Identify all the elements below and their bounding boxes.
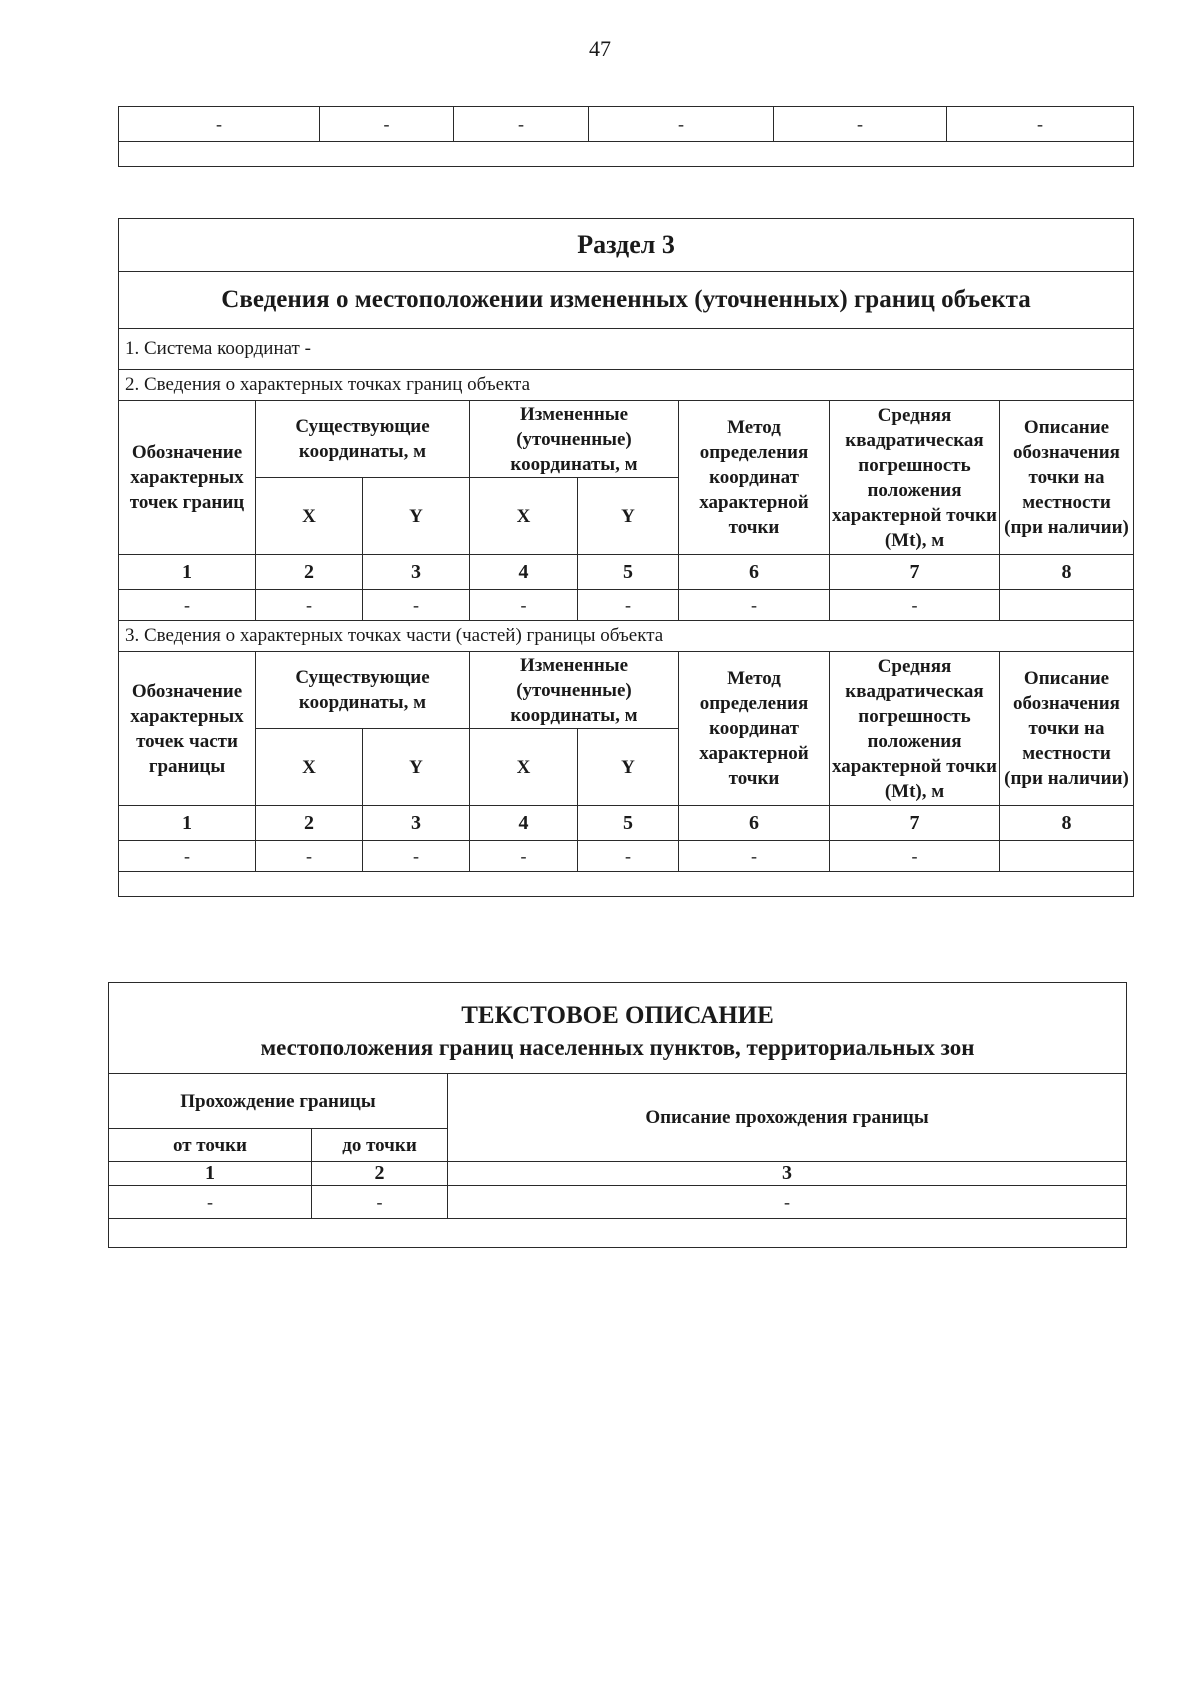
- table-cell: -: [454, 107, 589, 142]
- top-continuation-table: [118, 106, 1134, 167]
- col-x: X: [470, 478, 578, 555]
- section-3-table: [118, 218, 1134, 897]
- col-x: X: [256, 478, 363, 555]
- section-title: Раздел 3: [119, 219, 1134, 272]
- empty-row: [119, 872, 1134, 897]
- column-number: 5: [578, 555, 679, 590]
- column-number: 5: [578, 806, 679, 841]
- column-number: 8: [1000, 806, 1134, 841]
- table-cell: -: [256, 841, 363, 872]
- empty-row: [119, 142, 1134, 167]
- column-number: 3: [448, 1162, 1127, 1186]
- col-to-point: до точки: [312, 1129, 448, 1162]
- table-cell: -: [320, 107, 454, 142]
- table-cell: -: [363, 841, 470, 872]
- col-from-point: от точки: [109, 1129, 312, 1162]
- table-cell: -: [578, 841, 679, 872]
- table-cell: -: [448, 1186, 1127, 1219]
- column-number: 2: [312, 1162, 448, 1186]
- col-designation: Обозначение характерных точек части границы: [119, 652, 256, 806]
- table-row: [109, 1219, 1127, 1248]
- col-existing-coords: Существующие координаты, м: [256, 401, 470, 478]
- table-row: [119, 107, 1134, 142]
- col-existing-coords: Существующие координаты, м: [256, 652, 470, 729]
- table-row: [119, 590, 1134, 621]
- col-description: Описание обозначения точки на местности (при наличии): [1000, 652, 1134, 806]
- page-number: 47: [589, 36, 611, 61]
- column-number: 7: [830, 555, 1000, 590]
- part3-heading: 3. Сведения о характерных точках части (частей) границы объекта: [119, 621, 1134, 652]
- table-cell: -: [774, 107, 947, 142]
- part2-heading: 2. Сведения о характерных точках границ объекта: [119, 370, 1134, 401]
- column-number: 4: [470, 806, 578, 841]
- table-cell: -: [119, 107, 320, 142]
- column-number: 7: [830, 806, 1000, 841]
- table-cell: -: [470, 590, 578, 621]
- column-number: 6: [679, 806, 830, 841]
- column-number: 3: [363, 806, 470, 841]
- column-number: 6: [679, 555, 830, 590]
- text-description-title: ТЕКСТОВОЕ ОПИСАНИЕ: [109, 983, 1127, 1032]
- table-cell: [1000, 590, 1134, 621]
- col-y: Y: [363, 729, 470, 806]
- column-number: 1: [119, 555, 256, 590]
- table-cell: -: [830, 841, 1000, 872]
- table-cell: -: [470, 841, 578, 872]
- text-description-subtitle: местоположения границ населенных пунктов, территориальных зон: [109, 1031, 1127, 1074]
- table-cell: -: [679, 841, 830, 872]
- section-subtitle: Сведения о местоположении измененных (уточненных) границ объекта: [119, 272, 1134, 329]
- table-cell: [1000, 841, 1134, 872]
- table-row: [109, 1186, 1127, 1219]
- column-numbers-row: [109, 1162, 1127, 1186]
- table-row: [119, 841, 1134, 872]
- col-y: Y: [363, 478, 470, 555]
- table-cell: -: [109, 1186, 312, 1219]
- empty-row: [109, 1219, 1127, 1248]
- text-description-table: [108, 982, 1127, 1248]
- column-number: 1: [109, 1162, 312, 1186]
- column-numbers-row: [119, 806, 1134, 841]
- table-cell: -: [256, 590, 363, 621]
- col-method: Метод определения координат характерной точки: [679, 401, 830, 555]
- table-cell: -: [578, 590, 679, 621]
- table-row: [119, 142, 1134, 167]
- col-error: Средняя квадратическая погрешность положения характерной точки (Mt), м: [830, 401, 1000, 555]
- column-numbers-row: [119, 555, 1134, 590]
- table-cell: -: [830, 590, 1000, 621]
- col-y: Y: [578, 729, 679, 806]
- coordinate-system: 1. Система координат -: [119, 329, 1134, 370]
- col-designation: Обозначение характерных точек границ: [119, 401, 256, 555]
- col-description: Описание обозначения точки на местности (при наличии): [1000, 401, 1134, 555]
- column-number: 8: [1000, 555, 1134, 590]
- column-number: 1: [119, 806, 256, 841]
- table-cell: -: [312, 1186, 448, 1219]
- table-cell: -: [119, 841, 256, 872]
- table-cell: -: [589, 107, 774, 142]
- col-x: X: [470, 729, 578, 806]
- column-number: 3: [363, 555, 470, 590]
- col-error: Средняя квадратическая погрешность положения характерной точки (Mt), м: [830, 652, 1000, 806]
- table-cell: -: [947, 107, 1134, 142]
- column-number: 2: [256, 806, 363, 841]
- column-number: 4: [470, 555, 578, 590]
- col-passage: Прохождение границы: [109, 1074, 448, 1129]
- col-changed-coords: Измененные (уточненные) координаты, м: [470, 401, 679, 478]
- col-method: Метод определения координат характерной точки: [679, 652, 830, 806]
- table-row: [119, 872, 1134, 897]
- column-number: 2: [256, 555, 363, 590]
- table-cell: -: [119, 590, 256, 621]
- col-passage-description: Описание прохождения границы: [448, 1074, 1127, 1162]
- table-cell: -: [363, 590, 470, 621]
- col-x: X: [256, 729, 363, 806]
- col-changed-coords: Измененные (уточненные) координаты, м: [470, 652, 679, 729]
- table-cell: -: [679, 590, 830, 621]
- col-y: Y: [578, 478, 679, 555]
